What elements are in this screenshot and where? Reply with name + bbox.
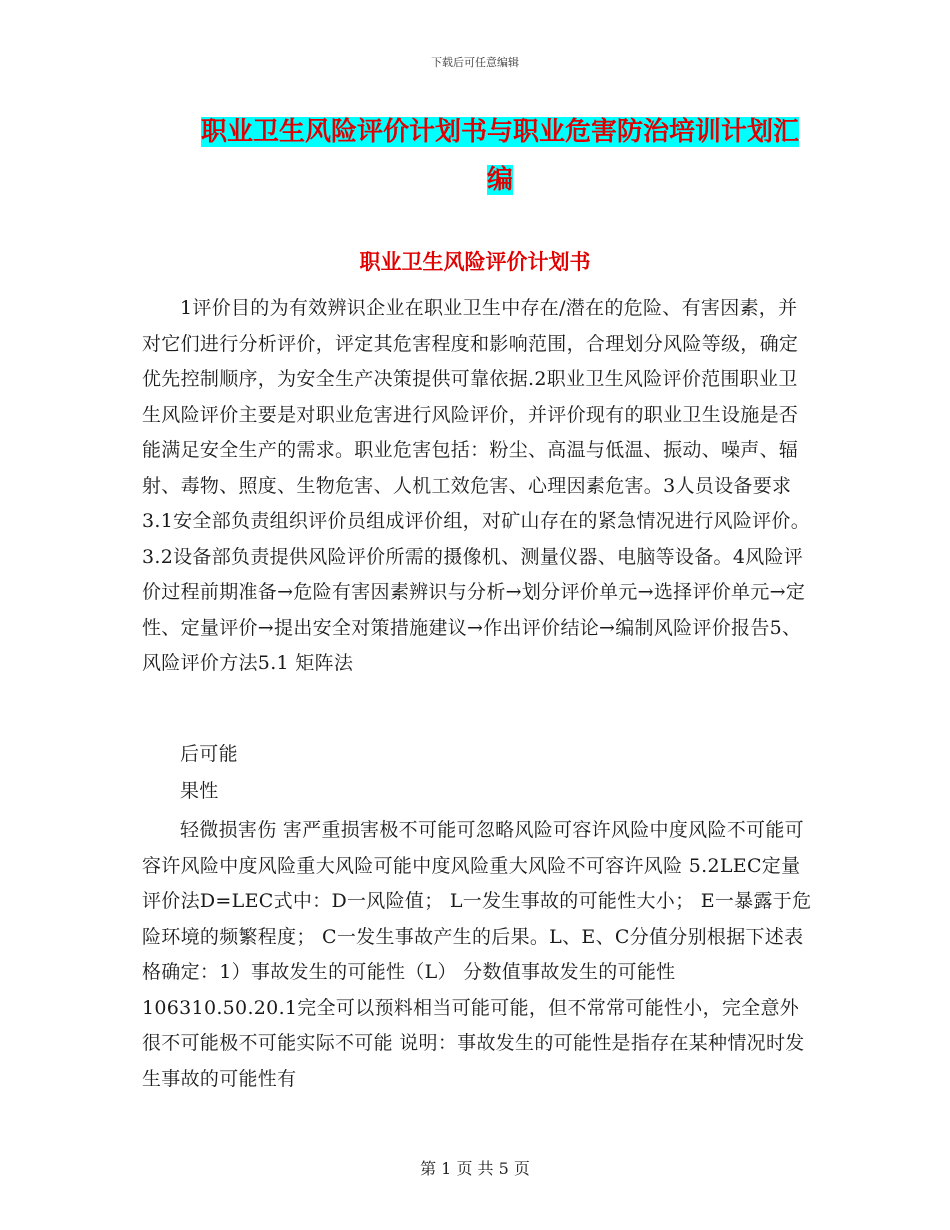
section-title: 职业卫生风险评价计划书 [359, 250, 591, 274]
body-paragraph-2: 后可能 [180, 743, 238, 765]
page-footer: 第 1 页 共 5 页 [420, 1159, 530, 1178]
body-paragraph-1: 1评价目的为有效辨识企业在职业卫生中存在/潜在的危险、有害因素，并对它们进行分析评价，评定其危害程度和影响范围，合理划分风险等级，确定优先控制顺序，为安全生产决策提供可靠依据.2职业卫生风险评价范围职业卫生风险评价主要是对职业危害进行风险评价，并评价现有的职业卫生设施是否能满足安全生产的需求。职业危害包括：粉尘、高温与低温、振动、噪声、辐射、毒物、照度、生物危害、人机工效危害、心理因素危害。3人员设备要求3.1安全部负责组织评价员组成评价组，对矿山存在的紧急情况进行风险评价。3.2设备部负责提供风险评价所需的摄像机、测量仪器、电脑等设备。4风险评价过程前期准备→危险有害因素辨识与分析→划分评价单元→选择评价单元→定性、定量评价→提出安全对策措施建议→作出评价结论→编制风险评价报告5、风险评价方法5.1 矩阵法 [142, 297, 811, 674]
document-title-text: 职业卫生风险评价计划书与职业危害防治培训计划汇编 [200, 117, 799, 195]
header-note: 下载后可任意编辑 [431, 56, 519, 69]
body-paragraph-4: 轻微损害伤 害严重损害极不可能可忽略风险可容许风险中度风险不可能可容许风险中度风险重大风险可能中度风险重大风险不可容许风险 5.2LEC定量评价法D=LEC式中：D一风险值； L一发生事故的可能性大小； E一暴露于危险环境的频繁程度； C一发生事故产生的后果。L、E、C分值分别根据下述表格确定：1）事故发生的可能性（L） 分数值事故发生的可能性106310.50.20.1完全可以预料相当可能可能，但不常常可能性小，完全意外很不可能极不可能实际不可能 说明：事故发生的可能性是指存在某种情况时发生事故的可能性有 [142, 819, 812, 1090]
document-title [190, 108, 810, 204]
body-paragraph-3: 果性 [180, 780, 219, 802]
